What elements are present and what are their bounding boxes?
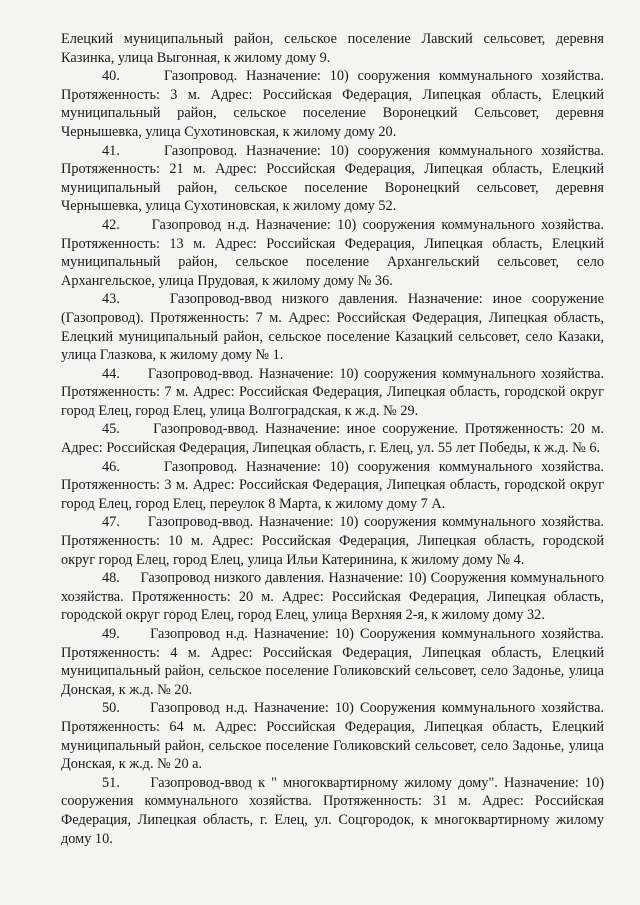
item-number: 45. [102, 421, 120, 438]
list-item [61, 420, 604, 457]
item-number: 49. [102, 626, 120, 642]
list-item [61, 569, 604, 625]
item-text: Газопровод-ввод. Назначение: иное сооружение. Протяженность: 20 м. Адрес: Российская Федерация, Липецкая область, г. Елец, ул. 55 лет Победы, к ж.д. № 6. [61, 421, 604, 457]
list-item [61, 774, 604, 848]
item-number: 42. [102, 216, 120, 233]
list-item [61, 365, 604, 421]
list-item [61, 699, 604, 773]
item-text: Газопровод низкого давления. Назначение: 10) Сооружения коммунального хозяйства. Протяженность: 20 м. Адрес: Российская Федерация, Липецкая область, городской округ город Елец, город Елец, улица Верхняя 2-я, к жилому дому 32. [61, 570, 604, 624]
list-item [61, 67, 604, 141]
item-text: Газопровод-ввод. Назначение: 10) сооружения коммунального хозяйства. Протяженность: 10 м. Адрес: Российская Федерация, Липецкая область, городской округ город Елец, город Елец, улица Ильи Катеринина, к жилому дому № 4. [61, 514, 604, 568]
item-text: Газопровод-ввод. Назначение: 10) сооружения коммунального хозяйства. Протяженность: 7 м. Адрес: Российская Федерация, Липецкая область, городской округ город Елец, город Елец, улица Волгоградская, к ж.д. № 29. [61, 365, 604, 419]
item-text: Газопровод н.д. Назначение: 10) Сооружения коммунального хозяйства. Протяженность: 4 м. Адрес: Российская Федерация, Липецкая область, Елецкий муниципальный район, сельское поселение Голиковский сельсовет, село Задонье, улица Донская, к ж.д. № 20. [61, 626, 604, 698]
list-item [61, 625, 604, 699]
item-number: 40. [102, 68, 120, 85]
continuation-paragraph: Елецкий муниципальный район, сельское поселение Лавский сельсовет, деревня Казинка, улица Выгонная, к жилому дому 9. [61, 31, 604, 66]
item-number: 50. [102, 700, 120, 717]
item-number: 46. [102, 458, 120, 475]
item-number: 48. [102, 570, 120, 587]
item-text: Газопровод. Назначение: 10) сооружения коммунального хозяйства. Протяженность: 3 м. Адрес: Российская Федерация, Липецкая область, городской округ город Елец, город Елец, переулок 8 Марта, к жилому дому 7 А. [61, 458, 605, 512]
item-text: Газопровод. Назначение: 10) сооружения коммунального хозяйства. Протяженность: 3 м. Адрес: Российская Федерация, Липецкая область, Елецкий муниципальный район, сельское поселение Воронецкий Сельсовет, деревня Чернышевка, улица Сухотиновская, к жилому дому 20. [61, 68, 605, 140]
item-text: Газопровод. Назначение: 10) сооружения коммунального хозяйства. Протяженность: 21 м. Адрес: Российская Федерация, Липецкая область, Елецкий муниципальный район, сельское поселение Воронецкий сельсовет, деревня Чернышевка, улица Сухотиновская, к жилому дому 52. [61, 142, 605, 215]
item-number: 44. [102, 365, 120, 382]
item-number: 51. [102, 774, 120, 791]
item-number: 41. [102, 142, 120, 159]
item-number: 47. [102, 514, 120, 531]
list-item [61, 513, 604, 569]
item-text: Газопровод н.д. Назначение: 10) Сооружения коммунального хозяйства. Протяженность: 64 м. Адрес: Российская Федерация, Липецкая область, Елецкий муниципальный район, сельское поселение Голиковский сельсовет, село Задонье, улица Донская, к ж.д. № 20 а. [61, 700, 604, 773]
item-number: 43. [102, 291, 120, 308]
item-text: Газопровод-ввод низкого давления. Назначение: иное сооружение (Газопровод). Протяженность: 7 м. Адрес: Российская Федерация, Липецкая область, Елецкий муниципальный район, сельское поселение Казацкий сельсовет, село Казаки, улица Глазкова, к жилому дому № 1. [61, 291, 605, 364]
item-text: Газопровод н.д. Назначение: 10) сооружения коммунального хозяйства. Протяженность: 13 м. Адрес: Российская Федерация, Липецкая область, Елецкий муниципальный район, сельское поселение Архангельский сельсовет, село Архангельское, улица Прудовая, к жилому дому № 36. [61, 216, 604, 289]
list-item [61, 290, 604, 364]
list-item [61, 458, 604, 514]
numbered-list [61, 67, 604, 848]
item-text: Газопровод-ввод к " многоквартирному жилому дому". Назначение: 10) сооружения коммунального хозяйства. Протяженность: 31 м. Адрес: Российская Федерация, Липецкая область, г. Елец, ул. Соцгородок, к многоквартирному жилому дому 10. [61, 774, 604, 847]
list-item [61, 142, 604, 216]
list-item [61, 216, 604, 290]
